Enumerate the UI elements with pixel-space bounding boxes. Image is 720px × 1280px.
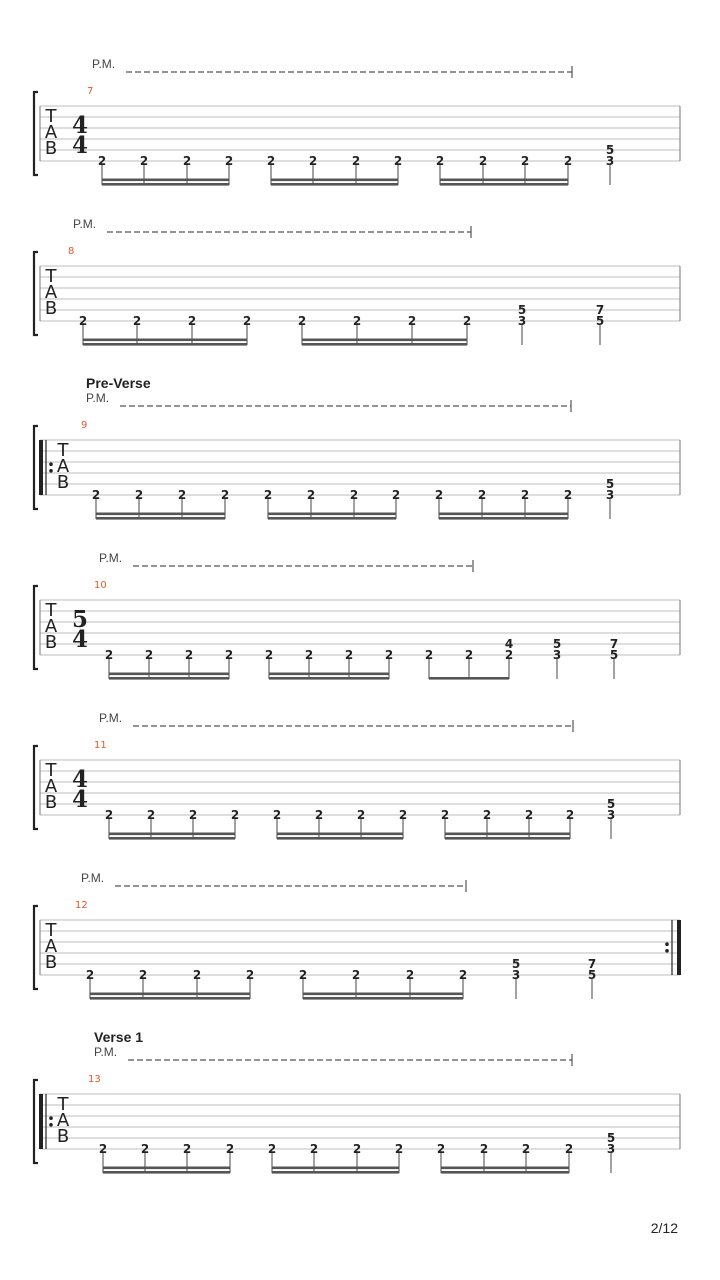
fret-number: 2 xyxy=(344,648,354,662)
fret-number: 2 xyxy=(78,314,88,328)
fret-number: 2 xyxy=(104,648,114,662)
tab-clef-letter: A xyxy=(44,282,58,303)
beam xyxy=(277,833,403,836)
beam xyxy=(109,677,229,680)
fret-number: 5 xyxy=(605,477,615,491)
fret-number: 2 xyxy=(184,648,194,662)
system-bracket xyxy=(34,426,38,509)
beam xyxy=(271,179,398,182)
beam xyxy=(109,837,235,840)
fret-number: 2 xyxy=(521,1142,531,1156)
fret-number: 2 xyxy=(352,314,362,328)
fret-number: 2 xyxy=(91,488,101,502)
fret-number: 2 xyxy=(263,488,273,502)
fret-number: 2 xyxy=(349,488,359,502)
fret-number: 2 xyxy=(462,314,472,328)
tab-clef-letter: T xyxy=(57,440,69,461)
beam xyxy=(90,997,250,1000)
fret-number: 3 xyxy=(606,808,616,822)
beam xyxy=(109,833,235,836)
time-signature-bottom: 4 xyxy=(71,626,89,653)
fret-number: 2 xyxy=(352,1142,362,1156)
beam xyxy=(302,343,467,346)
beam xyxy=(439,513,568,516)
palm-mute-label: P.M. xyxy=(86,391,110,405)
fret-number: 2 xyxy=(504,648,514,662)
beam xyxy=(102,183,229,186)
fret-number: 3 xyxy=(552,648,562,662)
tab-clef-letter: A xyxy=(44,936,58,957)
fret-number: 2 xyxy=(266,154,276,168)
beam xyxy=(303,997,463,1000)
beam xyxy=(440,179,568,182)
beam xyxy=(445,837,570,840)
section-label: Verse 1 xyxy=(94,1029,144,1045)
tab-clef-letter: A xyxy=(44,776,58,797)
beam xyxy=(429,677,509,680)
time-signature-top: 4 xyxy=(71,766,89,793)
fret-number: 2 xyxy=(177,488,187,502)
repeat-dot xyxy=(665,949,669,953)
fret-number: 2 xyxy=(520,154,530,168)
fret-number: 5 xyxy=(552,637,562,651)
fret-number: 2 xyxy=(85,968,95,982)
beam xyxy=(302,339,467,342)
beam xyxy=(96,513,225,516)
beam xyxy=(83,339,247,342)
measure-number: 8 xyxy=(68,246,75,257)
fret-number: 2 xyxy=(304,648,314,662)
tab-clef-letter: B xyxy=(44,298,58,319)
fret-number: 2 xyxy=(435,154,445,168)
fret-number: 2 xyxy=(565,808,575,822)
fret-number: 3 xyxy=(605,154,615,168)
fret-number: 2 xyxy=(458,968,468,982)
fret-number: 2 xyxy=(424,648,434,662)
palm-mute-label: P.M. xyxy=(73,217,97,231)
beam xyxy=(103,1171,230,1174)
beam xyxy=(277,837,403,840)
measure-number: 11 xyxy=(94,740,107,751)
beam xyxy=(441,1171,569,1174)
repeat-dot xyxy=(49,462,53,466)
fret-number: 2 xyxy=(356,808,366,822)
fret-number: 2 xyxy=(479,1142,489,1156)
fret-number: 2 xyxy=(306,488,316,502)
tab-clef-letter: A xyxy=(44,122,58,143)
measure-number: 12 xyxy=(75,900,88,911)
fret-number: 2 xyxy=(104,808,114,822)
beam xyxy=(439,517,568,520)
fret-number: 3 xyxy=(517,314,527,328)
fret-number: 3 xyxy=(606,1142,616,1156)
tab-clef-letter: B xyxy=(44,952,58,973)
fret-number: 2 xyxy=(440,808,450,822)
fret-number: 2 xyxy=(245,968,255,982)
beam xyxy=(90,993,250,996)
fret-number: 5 xyxy=(511,957,521,971)
fret-number: 2 xyxy=(134,488,144,502)
system-bracket xyxy=(34,586,38,669)
beam xyxy=(269,677,389,680)
beam xyxy=(102,179,229,182)
time-signature-top: 4 xyxy=(71,112,89,139)
measure-number: 7 xyxy=(87,86,94,97)
fret-number: 2 xyxy=(478,154,488,168)
tab-clef-letter: T xyxy=(57,1094,69,1115)
fret-number: 2 xyxy=(308,154,318,168)
beam xyxy=(303,993,463,996)
fret-number: 7 xyxy=(587,957,597,971)
fret-number: 2 xyxy=(297,314,307,328)
fret-number: 7 xyxy=(609,637,619,651)
system-bracket xyxy=(34,1080,38,1163)
fret-number: 2 xyxy=(407,314,417,328)
fret-number: 2 xyxy=(225,1142,235,1156)
fret-number: 2 xyxy=(477,488,487,502)
fret-number: 2 xyxy=(267,1142,277,1156)
fret-number: 2 xyxy=(139,154,149,168)
fret-number: 5 xyxy=(605,143,615,157)
fret-number: 2 xyxy=(309,1142,319,1156)
tab-clef-letter: A xyxy=(56,456,70,477)
fret-number: 2 xyxy=(97,154,107,168)
repeat-dot xyxy=(49,469,53,473)
fret-number: 2 xyxy=(242,314,252,328)
tab-clef-letter: B xyxy=(44,792,58,813)
repeat-start-thick-bar xyxy=(39,440,43,495)
fret-number: 7 xyxy=(595,303,605,317)
fret-number: 2 xyxy=(564,1142,574,1156)
beam xyxy=(445,833,570,836)
tab-clef-letter: B xyxy=(44,138,58,159)
beam xyxy=(440,183,568,186)
fret-number: 2 xyxy=(138,968,148,982)
fret-number: 2 xyxy=(146,808,156,822)
tab-clef-letter: B xyxy=(44,632,58,653)
fret-number: 2 xyxy=(351,154,361,168)
fret-number: 2 xyxy=(182,154,192,168)
fret-number: 5 xyxy=(587,968,597,982)
beam xyxy=(272,1171,399,1174)
fret-number: 2 xyxy=(405,968,415,982)
fret-number: 2 xyxy=(391,488,401,502)
time-signature-bottom: 4 xyxy=(71,786,89,813)
fret-number: 2 xyxy=(132,314,142,328)
fret-number: 2 xyxy=(224,154,234,168)
fret-number: 2 xyxy=(520,488,530,502)
fret-number: 2 xyxy=(182,1142,192,1156)
measure-number: 13 xyxy=(88,1074,101,1085)
beam xyxy=(271,183,398,186)
fret-number: 2 xyxy=(351,968,361,982)
measure-number: 10 xyxy=(94,580,107,591)
tab-clef-letter: T xyxy=(45,920,57,941)
fret-number: 5 xyxy=(606,797,616,811)
fret-number: 2 xyxy=(524,808,534,822)
palm-mute-label: P.M. xyxy=(81,871,105,885)
fret-number: 2 xyxy=(434,488,444,502)
fret-number: 2 xyxy=(220,488,230,502)
fret-number: 2 xyxy=(482,808,492,822)
page-number: 2/12 xyxy=(650,1220,678,1236)
beam xyxy=(441,1167,569,1170)
repeat-dot xyxy=(665,942,669,946)
fret-number: 2 xyxy=(464,648,474,662)
beam xyxy=(269,673,389,676)
fret-number: 5 xyxy=(606,1131,616,1145)
system-bracket xyxy=(34,92,38,175)
fret-number: 2 xyxy=(398,808,408,822)
fret-number: 2 xyxy=(144,648,154,662)
beam xyxy=(109,673,229,676)
palm-mute-label: P.M. xyxy=(99,551,123,565)
palm-mute-label: P.M. xyxy=(92,57,116,71)
repeat-dot xyxy=(49,1123,53,1127)
fret-number: 5 xyxy=(517,303,527,317)
beam xyxy=(268,513,396,516)
tab-clef-letter: B xyxy=(56,472,70,493)
time-signature-bottom: 4 xyxy=(71,132,89,159)
beam xyxy=(103,1167,230,1170)
fret-number: 2 xyxy=(188,808,198,822)
repeat-dot xyxy=(49,1116,53,1120)
system-bracket xyxy=(34,906,38,989)
palm-mute-label: P.M. xyxy=(99,711,123,725)
tab-clef-letter: B xyxy=(56,1126,70,1147)
measure-number: 9 xyxy=(81,420,88,431)
fret-number: 2 xyxy=(224,648,234,662)
system-bracket xyxy=(34,746,38,829)
tab-clef-letter: T xyxy=(45,106,57,127)
fret-number: 2 xyxy=(192,968,202,982)
fret-number: 5 xyxy=(609,648,619,662)
tab-clef-letter: T xyxy=(45,600,57,621)
time-signature-top: 5 xyxy=(71,606,89,633)
beam xyxy=(268,517,396,520)
fret-number: 2 xyxy=(264,648,274,662)
palm-mute-label: P.M. xyxy=(94,1045,118,1059)
fret-number: 5 xyxy=(595,314,605,328)
fret-number: 4 xyxy=(504,637,514,651)
beam xyxy=(272,1167,399,1170)
fret-number: 2 xyxy=(393,154,403,168)
fret-number: 2 xyxy=(272,808,282,822)
fret-number: 2 xyxy=(436,1142,446,1156)
fret-number: 2 xyxy=(140,1142,150,1156)
beam xyxy=(96,517,225,520)
repeat-start-thick-bar xyxy=(39,1094,43,1149)
fret-number: 2 xyxy=(563,154,573,168)
beam xyxy=(83,343,247,346)
fret-number: 2 xyxy=(563,488,573,502)
fret-number: 2 xyxy=(384,648,394,662)
fret-number: 3 xyxy=(605,488,615,502)
fret-number: 2 xyxy=(314,808,324,822)
tab-clef-letter: T xyxy=(45,266,57,287)
fret-number: 2 xyxy=(98,1142,108,1156)
system-bracket xyxy=(34,252,38,335)
fret-number: 2 xyxy=(187,314,197,328)
fret-number: 3 xyxy=(511,968,521,982)
repeat-end-thick-bar xyxy=(677,920,681,975)
section-label: Pre-Verse xyxy=(86,375,151,391)
tab-clef-letter: A xyxy=(56,1110,70,1131)
tab-clef-letter: A xyxy=(44,616,58,637)
tab-clef-letter: T xyxy=(45,760,57,781)
fret-number: 2 xyxy=(394,1142,404,1156)
fret-number: 2 xyxy=(230,808,240,822)
fret-number: 2 xyxy=(298,968,308,982)
